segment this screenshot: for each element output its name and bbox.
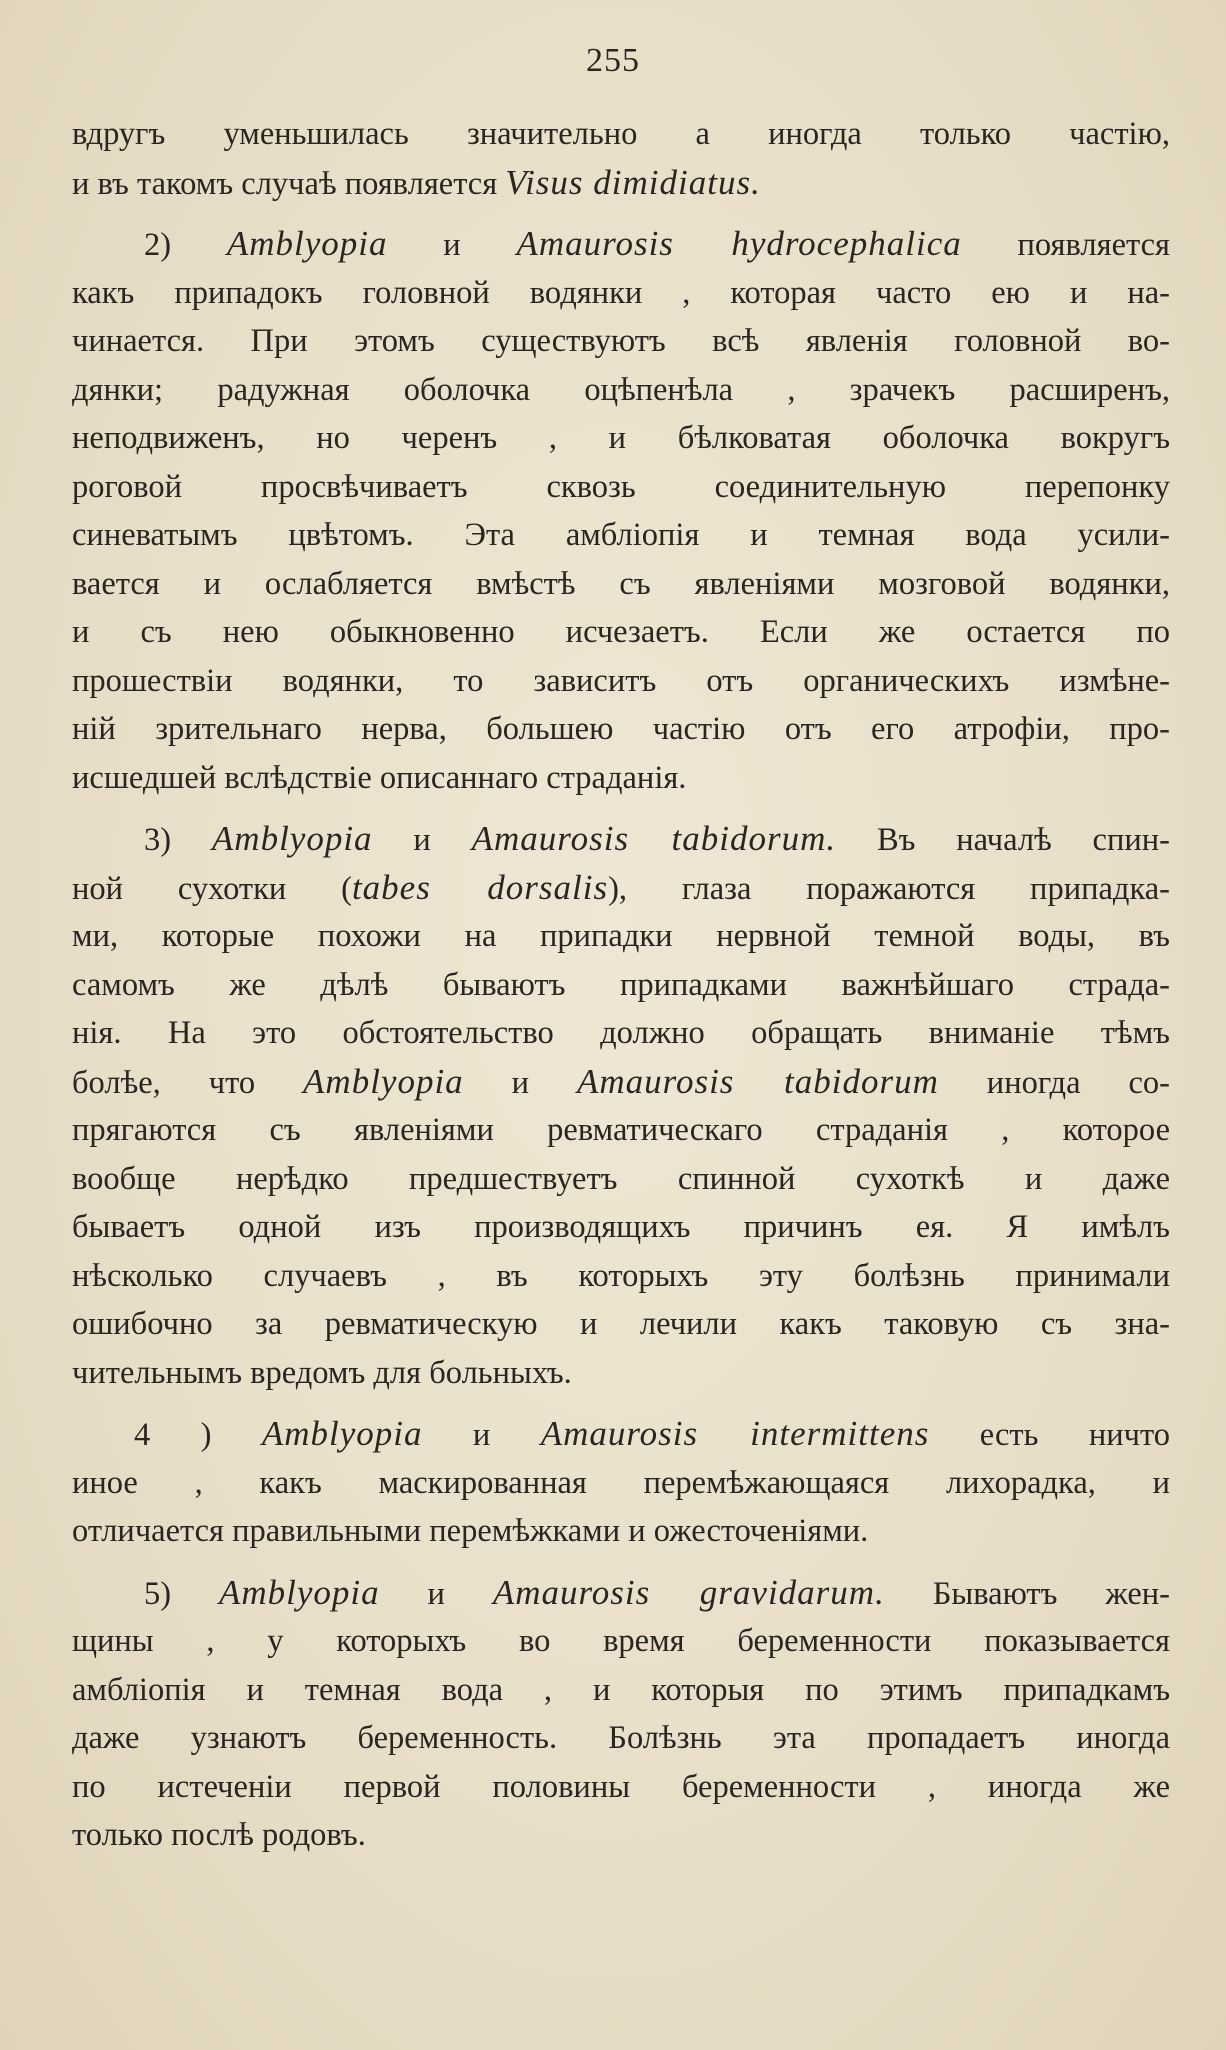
latin-term: Amblyopia: [303, 1061, 464, 1101]
text-line: [72, 1009, 1170, 1058]
text-segment: появляется: [961, 227, 1170, 263]
text-segment: нія. На это обстоятельство должно обращать вниманіе тѣмъ: [72, 1015, 1170, 1051]
text-line: [72, 1058, 1170, 1107]
latin-term: tabes dorsalis: [351, 867, 609, 907]
text-segment: отличается правильными перемѣжками и ожесточеніями.: [72, 1513, 869, 1549]
paragraph: [72, 1569, 1170, 1860]
text-line: [72, 159, 1170, 208]
text-line: [72, 705, 1170, 754]
latin-term: Amaurosis hydrocephalica: [516, 224, 962, 263]
text-segment: амбліопія и темная вода , и которыя по этимъ припадкамъ: [72, 1671, 1170, 1708]
text-line: [72, 1203, 1170, 1252]
latin-term: Visus dimidiatus.: [505, 162, 761, 202]
text-segment: прошествіи водянки, то зависитъ отъ органическихъ измѣне-: [72, 662, 1170, 699]
text-segment: болѣе, что: [72, 1064, 304, 1101]
text-line: [72, 220, 1170, 269]
paragraph: [72, 1410, 1170, 1556]
text-line: [72, 511, 1170, 560]
text-segment: ной сухотки (: [72, 870, 352, 907]
paragraph: [72, 220, 1170, 802]
text-segment: роговой просвѣчиваетъ сквозь соединительную перепонку: [72, 468, 1170, 505]
text-segment: 3): [144, 822, 212, 858]
latin-term: Amblyopia: [211, 819, 373, 858]
text-line: [72, 317, 1170, 366]
text-line: [72, 366, 1170, 415]
text-line: [72, 110, 1170, 159]
text-segment: самомъ же дѣлѣ бываютъ припадками важнѣйшаго страда-: [72, 966, 1170, 1003]
latin-term: Amblyopia: [218, 1572, 380, 1612]
text-segment: вообще нерѣдко предшествуетъ спинной сухоткѣ и даже: [72, 1160, 1170, 1197]
page-number: 255: [586, 42, 640, 79]
text-segment: и: [372, 822, 472, 858]
text-line: [72, 608, 1170, 657]
text-line: [72, 657, 1170, 706]
text-line: [72, 1666, 1170, 1715]
text-line: [72, 560, 1170, 609]
text-segment: прягаются съ явленіями ревматическаго страданія , которое: [72, 1112, 1170, 1148]
text-line: [72, 1252, 1170, 1301]
text-segment: 4 ): [134, 1417, 262, 1453]
text-line: [72, 1763, 1170, 1812]
text-segment: по истеченіи первой половины беременности , иногда же: [72, 1768, 1170, 1805]
text-line: [72, 1155, 1170, 1204]
text-line: [72, 1569, 1170, 1618]
text-segment: Въ началѣ спин-: [836, 822, 1170, 858]
text-line: [72, 1811, 1170, 1860]
latin-term: Amblyopia: [226, 224, 388, 263]
text-segment: и въ такомъ случаѣ появляется: [72, 165, 506, 202]
paragraph: [72, 815, 1170, 1397]
text-segment: какъ припадокъ головной водянки , которая часто ею и на-: [72, 274, 1170, 311]
text-line: [72, 1300, 1170, 1349]
text-segment: чительнымъ вредомъ для больныхъ.: [72, 1354, 572, 1391]
text-segment: и: [422, 1417, 541, 1453]
text-line: [72, 414, 1170, 463]
text-segment: Бываютъ жен-: [884, 1575, 1170, 1612]
text-segment: дянки; радужная оболочка оцѣпенѣла , зрачекъ расширенъ,: [72, 371, 1170, 408]
text-segment: бываетъ одной изъ производящихъ причинъ ея. Я имѣлъ: [72, 1209, 1170, 1245]
text-line: [72, 754, 1170, 803]
text-line: [72, 1714, 1170, 1763]
text-segment: чинается. При этомъ существуютъ всѣ явленія головной во-: [72, 323, 1170, 359]
text-line: [72, 1349, 1170, 1398]
text-segment: нѣсколько случаевъ , въ которыхъ эту болѣзнь принимали: [72, 1257, 1170, 1294]
text-line: [72, 269, 1170, 318]
text-segment: синеватымъ цвѣтомъ. Эта амбліопія и темная вода усили-: [72, 517, 1170, 553]
text-segment: ошибочно за ревматическую и лечили какъ таковую съ зна-: [72, 1306, 1170, 1342]
text-segment: и: [463, 1064, 577, 1101]
text-segment: 5): [144, 1575, 219, 1612]
text-segment: даже узнаютъ беременность. Болѣзнь эта пропадаетъ иногда: [72, 1720, 1170, 1756]
text-segment: иногда со-: [938, 1064, 1170, 1101]
text-line: [72, 1459, 1170, 1508]
text-line: [72, 1507, 1170, 1556]
text-line: [72, 1617, 1170, 1666]
paragraph: [72, 110, 1170, 207]
text-line: [72, 463, 1170, 512]
text-segment: вдругъ уменьшилась значительно а иногда только частію,: [72, 116, 1170, 152]
text-line: [72, 961, 1170, 1010]
text-line: [72, 1410, 1170, 1459]
latin-term: Amaurosis gravidarum.: [492, 1572, 885, 1612]
text-segment: и: [379, 1575, 493, 1612]
text-segment: есть ничто: [929, 1417, 1170, 1453]
text-segment: иное , какъ маскированная перемѣжающаяся лихорадка, и: [72, 1464, 1170, 1501]
latin-term: Amaurosis tabidorum.: [471, 819, 837, 858]
text-segment: и: [387, 227, 517, 263]
text-segment: ми, которые похожи на припадки нервной темной воды, въ: [72, 918, 1170, 954]
text-segment: исшедшей вслѣдствіе описаннаго страданія.: [72, 759, 687, 796]
text-segment: щины , у которыхъ во время беременности показывается: [72, 1623, 1170, 1659]
text-line: [72, 912, 1170, 961]
text-segment: ), глаза поражаются припадка-: [608, 870, 1170, 907]
text-segment: неподвиженъ, но черенъ , и бѣлковатая оболочка вокругъ: [72, 420, 1170, 456]
text-line: [72, 1106, 1170, 1155]
text-line: [72, 864, 1170, 913]
text-segment: 2): [144, 227, 227, 263]
latin-term: Amaurosis tabidorum: [576, 1061, 939, 1101]
body-text: [72, 110, 1170, 1873]
latin-term: Amblyopia: [261, 1414, 423, 1453]
latin-term: Amaurosis intermittens: [540, 1414, 930, 1453]
text-segment: только послѣ родовъ.: [72, 1817, 366, 1853]
text-line: [72, 815, 1170, 864]
text-segment: и съ нею обыкновенно исчезаетъ. Если же остается по: [72, 614, 1170, 650]
text-segment: ній зрительнаго нерва, большею частію отъ его атрофіи, про-: [72, 711, 1170, 747]
text-segment: вается и ослабляется вмѣстѣ съ явленіями мозговой водянки,: [72, 565, 1170, 602]
